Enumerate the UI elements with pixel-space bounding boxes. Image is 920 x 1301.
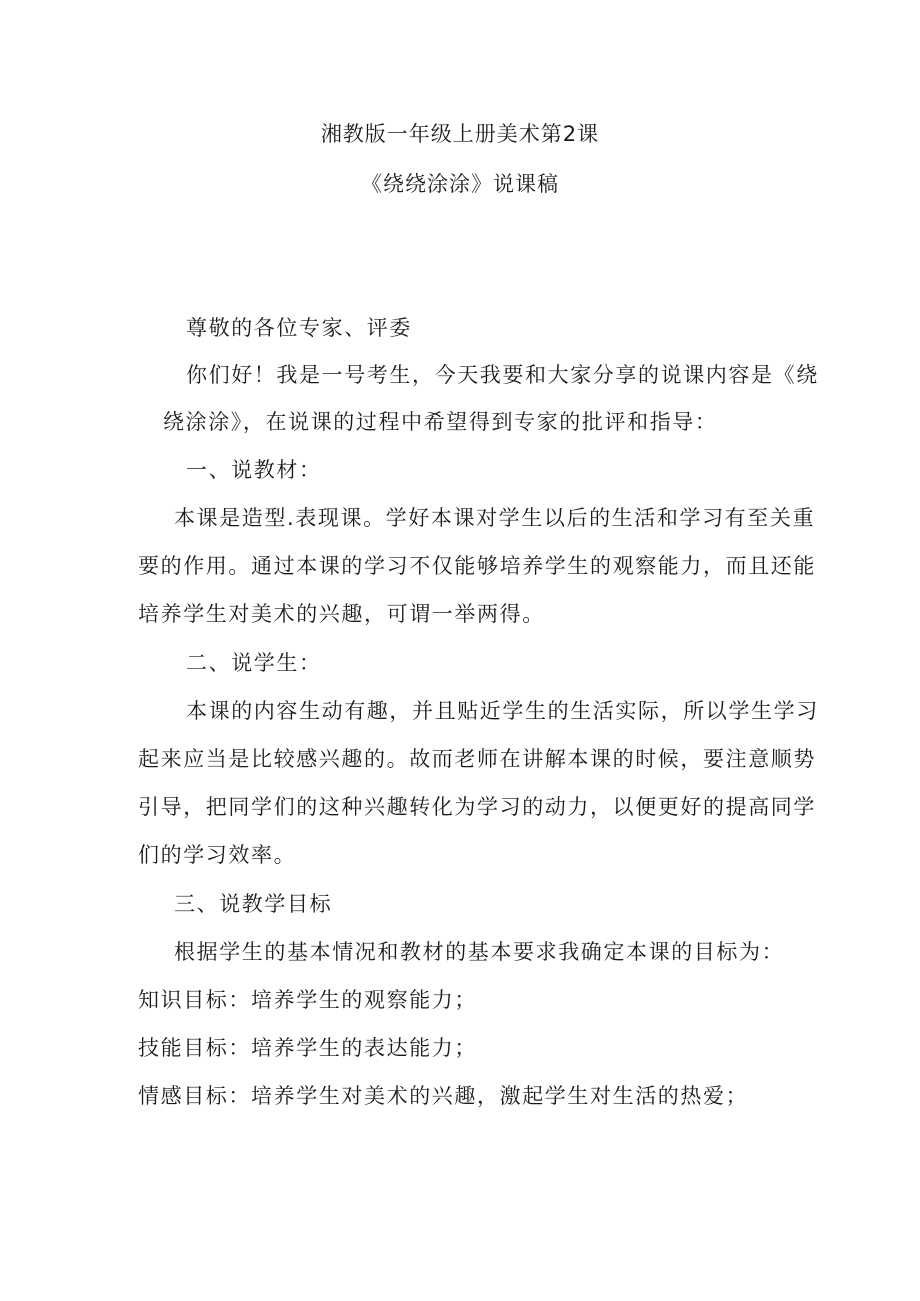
- paragraph-line: 培养学生对美术的兴趣，可谓一举两得。: [138, 602, 545, 626]
- goal-item: 技能目标：培养学生的表达能力；: [138, 1036, 477, 1060]
- intro-line: 你们好！我是一号考生，今天我要和大家分享的说课内容是《绕: [186, 363, 819, 387]
- paragraph-line: 本课的内容生动有趣，并且贴近学生的生活实际，所以学生学习: [186, 699, 819, 723]
- paragraph-line: 们的学习效率。: [138, 843, 297, 867]
- paragraph-line: 要的作用。通过本课的学习不仅能够培养学生的观察能力，而且还能: [138, 554, 816, 578]
- greeting: 尊敬的各位专家、评委: [186, 316, 412, 340]
- paragraph-line: 引导，把同学们的这种兴趣转化为学习的动力，以便更好的提高同学: [138, 795, 816, 819]
- intro-line: 绕涂涂》，在说课的过程中希望得到专家的批评和指导：: [163, 410, 718, 434]
- goal-item: 知识目标：培养学生的观察能力；: [138, 988, 477, 1012]
- section-heading-students: 二、说学生：: [186, 651, 322, 675]
- paragraph-line: 起来应当是比较感兴趣的。故而老师在讲解本课的时候，要注意顺势: [138, 747, 816, 771]
- section-heading-goals: 三、说教学目标: [174, 892, 333, 916]
- document-title: 湘教版一年级上册美术第2课: [320, 122, 600, 146]
- document-subtitle: 《绕绕涂涂》说课稿: [361, 172, 559, 196]
- section-heading-materials: 一、说教材：: [186, 458, 322, 482]
- paragraph-line: 本课是造型.表现课。学好本课对学生以后的生活和学习有至关重: [174, 506, 816, 530]
- paragraph-line: 根据学生的基本情况和教材的基本要求我确定本课的目标为：: [174, 940, 785, 964]
- goal-item: 情感目标：培养学生对美术的兴趣，激起学生对生活的热爱；: [138, 1084, 749, 1108]
